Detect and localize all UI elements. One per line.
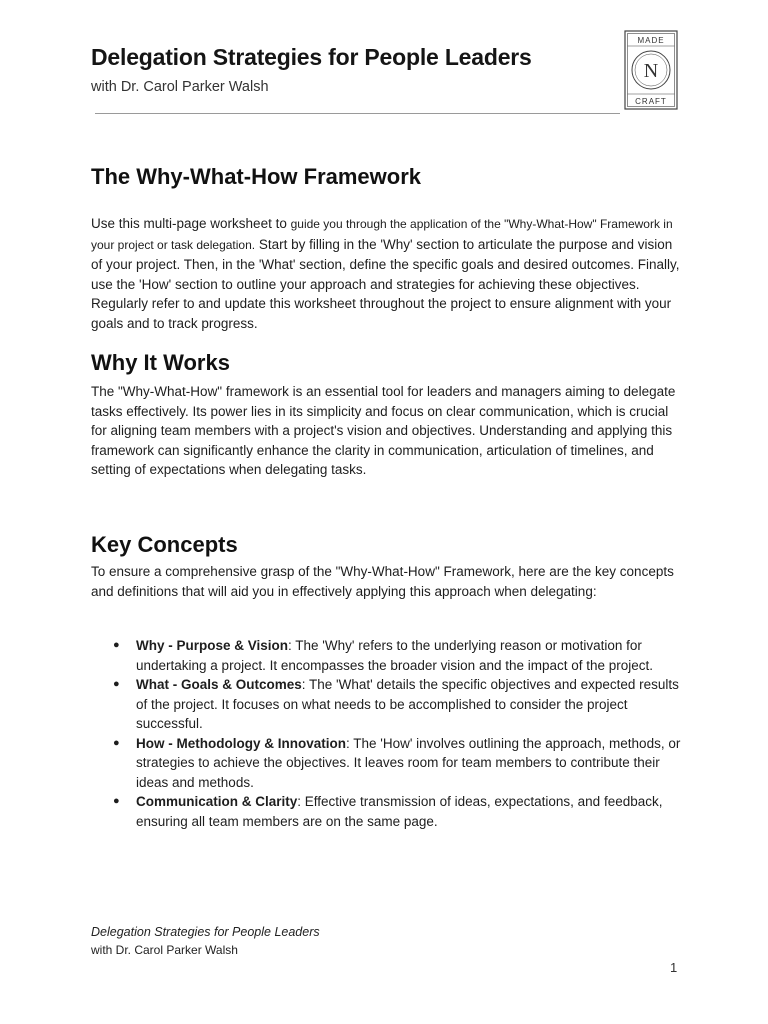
list-item — [91, 636, 686, 675]
document-title: Delegation Strategies for People Leaders — [91, 44, 532, 70]
framework-intro — [91, 214, 681, 333]
page-number: 1 — [670, 960, 678, 975]
why-it-works-heading: Why It Works — [91, 350, 230, 375]
header-divider — [95, 113, 620, 114]
key-concepts-intro: To ensure a comprehensive grasp of the "Why-What-How" Framework, here are the key concepts and definitions that will aid you in effectively applying this approach when delegating: — [91, 564, 674, 599]
list-item — [91, 734, 686, 793]
framework-intro-rest: Start by filling in the 'Why' section to articulate the purpose and vision of your project. Then, in the 'What' section, define the specific goals and desired outcomes. Finally, use the 'How' section to outline your approach and strategies for achieving these objectives. Regularly refer to and update this worksheet throughout the project to ensure alignment with your goals and to track progress. — [91, 236, 680, 331]
concept-term: Communication & Clarity — [136, 794, 298, 809]
concept-term: What - Goals & Outcomes — [136, 677, 302, 692]
concept-term: How - Methodology & Innovation — [136, 735, 346, 751]
document-subtitle: with Dr. Carol Parker Walsh — [91, 79, 269, 95]
concept-term: Why - Purpose & Vision — [136, 638, 289, 653]
framework-intro-lead: Use this multi-page worksheet to — [91, 216, 291, 231]
footer-subtitle: with Dr. Carol Parker Walsh — [91, 943, 238, 957]
bullet-icon: ● — [113, 736, 120, 749]
made-craft-logo — [624, 30, 678, 110]
key-concepts-heading: Key Concepts — [91, 532, 238, 557]
why-it-works-body: The "Why-What-How" framework is an essential tool for leaders and managers aiming to delegate tasks effectively. Its power lies in its simplicity and focus on clear communication, which is crucial for aligning team members with a project's vision and objectives. Understanding and applying this framework can significantly enhance the clarity in communication, articulation of timelines, and setting of expectations when delegating tasks. — [91, 384, 676, 477]
framework-heading: The Why-What-How Framework — [91, 164, 422, 189]
logo-monogram: N — [643, 60, 659, 82]
list-item — [91, 792, 686, 831]
key-concepts-list — [91, 636, 686, 831]
concept-desc: : The 'Why' refers to the underlying reason or motivation for undertaking a project. It encompasses the broader vision and the impact of the project. — [136, 638, 654, 673]
framework-intro-small: guide you through the application of the "Why-What-How" Framework in your project or task delegation. — [91, 217, 673, 252]
bullet-icon: ● — [113, 639, 120, 651]
concept-desc: : The 'What' details the specific objectives and expected results of the project. It focuses on what needs to be accomplished to consider the project successful. — [136, 677, 679, 731]
bullet-icon: ● — [113, 678, 120, 690]
bullet-icon: ● — [113, 795, 120, 807]
logo-top-text: MADE — [637, 36, 665, 45]
list-item — [91, 675, 686, 734]
logo-bottom-text: CRAFT — [635, 97, 667, 106]
concept-desc: : Effective transmission of ideas, expectations, and feedback, ensuring all team members are on the same page. — [136, 794, 663, 829]
concept-desc: : The 'How' involves outlining the approach, methods, or strategies to achieve the objectives. It leaves room for team members to contribute their ideas and methods. — [136, 735, 681, 790]
footer-title: Delegation Strategies for People Leaders — [91, 925, 320, 939]
